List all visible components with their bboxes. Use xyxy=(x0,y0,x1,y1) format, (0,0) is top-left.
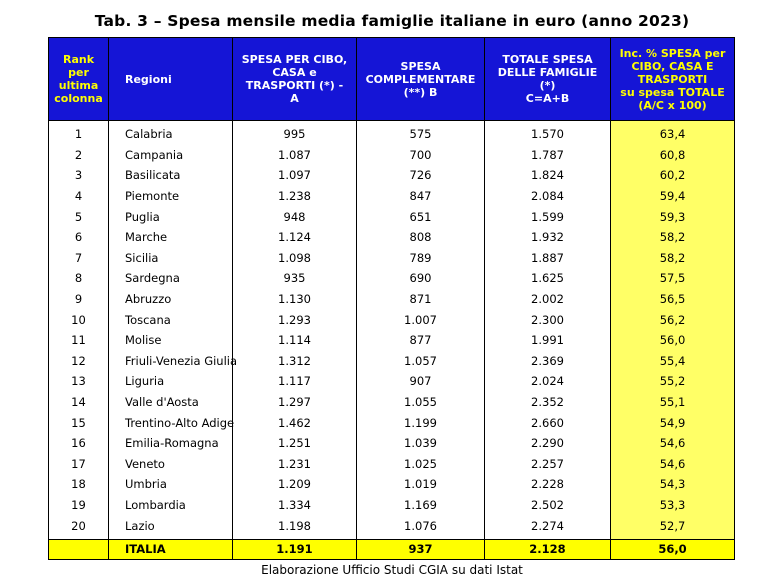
total-cell: 2.369 xyxy=(485,351,611,372)
percentage-cell: 54,6 xyxy=(611,454,735,475)
rank-cell: 2 xyxy=(49,145,109,166)
total-cell: 1.570 xyxy=(485,121,611,145)
region-cell: Calabria xyxy=(109,121,233,145)
complementary-cell: 1.076 xyxy=(357,515,485,539)
region-cell: Friuli-Venezia Giulia xyxy=(109,351,233,372)
rank-cell: 13 xyxy=(49,371,109,392)
source-note: Elaborazione Ufficio Studi CGIA su dati Istat xyxy=(261,563,523,577)
complementary-cell: 789 xyxy=(357,248,485,269)
rank-cell: 12 xyxy=(49,351,109,372)
region-cell: Piemonte xyxy=(109,186,233,207)
rank-cell: 11 xyxy=(49,330,109,351)
table-row xyxy=(49,309,735,330)
rank-cell: 7 xyxy=(49,248,109,269)
complementary-cell: 1.039 xyxy=(357,433,485,454)
total-cell: 1.824 xyxy=(485,165,611,186)
complementary-cell: 700 xyxy=(357,145,485,166)
food-cell: 1.087 xyxy=(233,145,357,166)
percentage-cell: 55,4 xyxy=(611,351,735,372)
table-row xyxy=(49,145,735,166)
table-row xyxy=(49,371,735,392)
table-body xyxy=(49,121,735,540)
region-cell: Campania xyxy=(109,145,233,166)
rank-cell: 6 xyxy=(49,227,109,248)
header-total xyxy=(485,38,611,121)
rank-cell: 16 xyxy=(49,433,109,454)
rank-cell: 8 xyxy=(49,268,109,289)
food-cell: 948 xyxy=(233,206,357,227)
complementary-cell: 808 xyxy=(357,227,485,248)
complementary-cell: 847 xyxy=(357,186,485,207)
total-cell: 1.625 xyxy=(485,268,611,289)
header-line: Inc. % SPESA per xyxy=(619,46,726,60)
percentage-cell: 55,1 xyxy=(611,392,735,413)
spending-table xyxy=(48,37,735,560)
percentage-cell: 60,2 xyxy=(611,165,735,186)
complementary-cell: 1.007 xyxy=(357,309,485,330)
table-row xyxy=(49,165,735,186)
food-cell: 1.098 xyxy=(233,248,357,269)
header-line: su spesa TOTALE xyxy=(620,85,725,99)
total-cell: 2.502 xyxy=(485,495,611,516)
rank-cell: 15 xyxy=(49,412,109,433)
complementary-cell: 871 xyxy=(357,289,485,310)
percentage-cell: 52,7 xyxy=(611,515,735,539)
percentage-cell: 55,2 xyxy=(611,371,735,392)
percentage-cell: 59,3 xyxy=(611,206,735,227)
percentage-cell: 54,3 xyxy=(611,474,735,495)
header-line: COMPLEMENTARE xyxy=(365,72,476,86)
header-line: TRASPORTI (*) - xyxy=(245,79,344,92)
food-cell: 1.251 xyxy=(233,433,357,454)
total-cell: 2.257 xyxy=(485,454,611,475)
total-cell: 2.228 xyxy=(485,474,611,495)
region-cell: Puglia xyxy=(109,206,233,227)
header-row xyxy=(49,38,735,121)
region-cell: Basilicata xyxy=(109,165,233,186)
total-cell: 2.300 xyxy=(485,309,611,330)
percentage-cell: 54,6 xyxy=(611,433,735,454)
table-row xyxy=(49,227,735,248)
percentage-cell: 57,5 xyxy=(611,268,735,289)
rank-cell: 3 xyxy=(49,165,109,186)
table-row xyxy=(49,412,735,433)
header-complementary xyxy=(357,38,485,121)
food-cell: 995 xyxy=(233,121,357,145)
region-cell: Toscana xyxy=(109,309,233,330)
food-cell: 1.114 xyxy=(233,330,357,351)
percentage-cell: 54,9 xyxy=(611,412,735,433)
region-cell: Lombardia xyxy=(109,495,233,516)
rank-cell: 1 xyxy=(49,121,109,145)
percentage-cell: 56,5 xyxy=(611,289,735,310)
region-cell: Sicilia xyxy=(109,248,233,269)
header-food-home-transport xyxy=(233,38,357,121)
total-cell: 2.290 xyxy=(485,433,611,454)
header-line: TOTALE SPESA xyxy=(502,53,593,66)
region-cell: Molise xyxy=(109,330,233,351)
header-line: A xyxy=(290,92,299,105)
complementary-cell: 1.057 xyxy=(357,351,485,372)
header-region: Regioni xyxy=(109,38,233,121)
region-cell: Valle d'Aosta xyxy=(109,392,233,413)
header-line: Rank xyxy=(62,53,95,66)
total-cell: 2.084 xyxy=(485,186,611,207)
table-row xyxy=(49,454,735,475)
region-cell: Sardegna xyxy=(109,268,233,289)
complementary-cell: 1.199 xyxy=(357,412,485,433)
header-percentage xyxy=(611,38,735,121)
food-cell: 1.293 xyxy=(233,309,357,330)
total-cell: 1.599 xyxy=(485,206,611,227)
table-row xyxy=(49,351,735,372)
region-cell: Emilia-Romagna xyxy=(109,433,233,454)
region-cell: Umbria xyxy=(109,474,233,495)
header-line: CASA e xyxy=(272,66,317,79)
food-cell: 1.097 xyxy=(233,165,357,186)
total-percentage-cell: 56,0 xyxy=(611,539,735,559)
header-line: TRASPORTI xyxy=(637,72,708,86)
header-line: SPESA PER CIBO, xyxy=(241,53,348,66)
percentage-cell: 60,8 xyxy=(611,145,735,166)
percentage-cell: 53,3 xyxy=(611,495,735,516)
percentage-cell: 56,0 xyxy=(611,330,735,351)
total-cell: 2.024 xyxy=(485,371,611,392)
total-cell: 2.002 xyxy=(485,289,611,310)
food-cell: 1.231 xyxy=(233,454,357,475)
total-food-cell: 1.191 xyxy=(233,539,357,559)
header-line: (**) B xyxy=(403,85,438,99)
food-cell: 935 xyxy=(233,268,357,289)
table-row xyxy=(49,289,735,310)
food-cell: 1.462 xyxy=(233,412,357,433)
percentage-cell: 63,4 xyxy=(611,121,735,145)
complementary-cell: 1.025 xyxy=(357,454,485,475)
table-row xyxy=(49,392,735,413)
rank-cell: 17 xyxy=(49,454,109,475)
complementary-cell: 726 xyxy=(357,165,485,186)
table-row xyxy=(49,206,735,227)
rank-cell: 9 xyxy=(49,289,109,310)
header-rank xyxy=(49,38,109,121)
region-cell: Liguria xyxy=(109,371,233,392)
total-cell: 1.991 xyxy=(485,330,611,351)
header-line: DELLE FAMIGLIE xyxy=(497,66,598,79)
food-cell: 1.124 xyxy=(233,227,357,248)
header-line: C=A+B xyxy=(525,92,570,105)
header-line: per xyxy=(68,66,89,79)
percentage-cell: 59,4 xyxy=(611,186,735,207)
rank-cell: 18 xyxy=(49,474,109,495)
food-cell: 1.297 xyxy=(233,392,357,413)
header-line: ultima xyxy=(58,79,99,92)
table-row xyxy=(49,433,735,454)
total-cell: 2.660 xyxy=(485,412,611,433)
complementary-cell: 1.019 xyxy=(357,474,485,495)
complementary-cell: 877 xyxy=(357,330,485,351)
complementary-cell: 1.055 xyxy=(357,392,485,413)
rank-cell: 19 xyxy=(49,495,109,516)
total-row xyxy=(49,539,735,559)
food-cell: 1.334 xyxy=(233,495,357,516)
total-rank-cell xyxy=(49,539,109,559)
total-total-cell: 2.128 xyxy=(485,539,611,559)
table-row xyxy=(49,186,735,207)
complementary-cell: 575 xyxy=(357,121,485,145)
region-cell: Marche xyxy=(109,227,233,248)
rank-cell: 20 xyxy=(49,515,109,539)
total-cell: 1.932 xyxy=(485,227,611,248)
region-cell: Lazio xyxy=(109,515,233,539)
table-row xyxy=(49,474,735,495)
rank-cell: 4 xyxy=(49,186,109,207)
table-row xyxy=(49,515,735,539)
complementary-cell: 651 xyxy=(357,206,485,227)
total-complementary-cell: 937 xyxy=(357,539,485,559)
table-row xyxy=(49,495,735,516)
rank-cell: 14 xyxy=(49,392,109,413)
rank-cell: 10 xyxy=(49,309,109,330)
food-cell: 1.312 xyxy=(233,351,357,372)
table-row xyxy=(49,268,735,289)
table-row xyxy=(49,121,735,145)
region-cell: Veneto xyxy=(109,454,233,475)
food-cell: 1.198 xyxy=(233,515,357,539)
header-line: CIBO, CASA E xyxy=(631,59,714,73)
food-cell: 1.130 xyxy=(233,289,357,310)
header-line: (*) xyxy=(539,79,556,92)
total-cell: 1.887 xyxy=(485,248,611,269)
percentage-cell: 58,2 xyxy=(611,227,735,248)
total-region-cell: ITALIA xyxy=(109,539,233,559)
table-row xyxy=(49,330,735,351)
region-cell: Trentino-Alto Adige xyxy=(109,412,233,433)
total-cell: 2.274 xyxy=(485,515,611,539)
percentage-cell: 58,2 xyxy=(611,248,735,269)
complementary-cell: 1.169 xyxy=(357,495,485,516)
header-line: SPESA xyxy=(400,59,441,73)
header-line: colonna xyxy=(54,92,103,105)
header-line: (A/C x 100) xyxy=(638,98,707,112)
region-cell: Abruzzo xyxy=(109,289,233,310)
food-cell: 1.209 xyxy=(233,474,357,495)
complementary-cell: 907 xyxy=(357,371,485,392)
table-row xyxy=(49,248,735,269)
percentage-cell: 56,2 xyxy=(611,309,735,330)
rank-cell: 5 xyxy=(49,206,109,227)
total-cell: 2.352 xyxy=(485,392,611,413)
food-cell: 1.238 xyxy=(233,186,357,207)
table-title: Tab. 3 – Spesa mensile media famiglie italiane in euro (anno 2023) xyxy=(94,12,690,30)
food-cell: 1.117 xyxy=(233,371,357,392)
total-cell: 1.787 xyxy=(485,145,611,166)
complementary-cell: 690 xyxy=(357,268,485,289)
